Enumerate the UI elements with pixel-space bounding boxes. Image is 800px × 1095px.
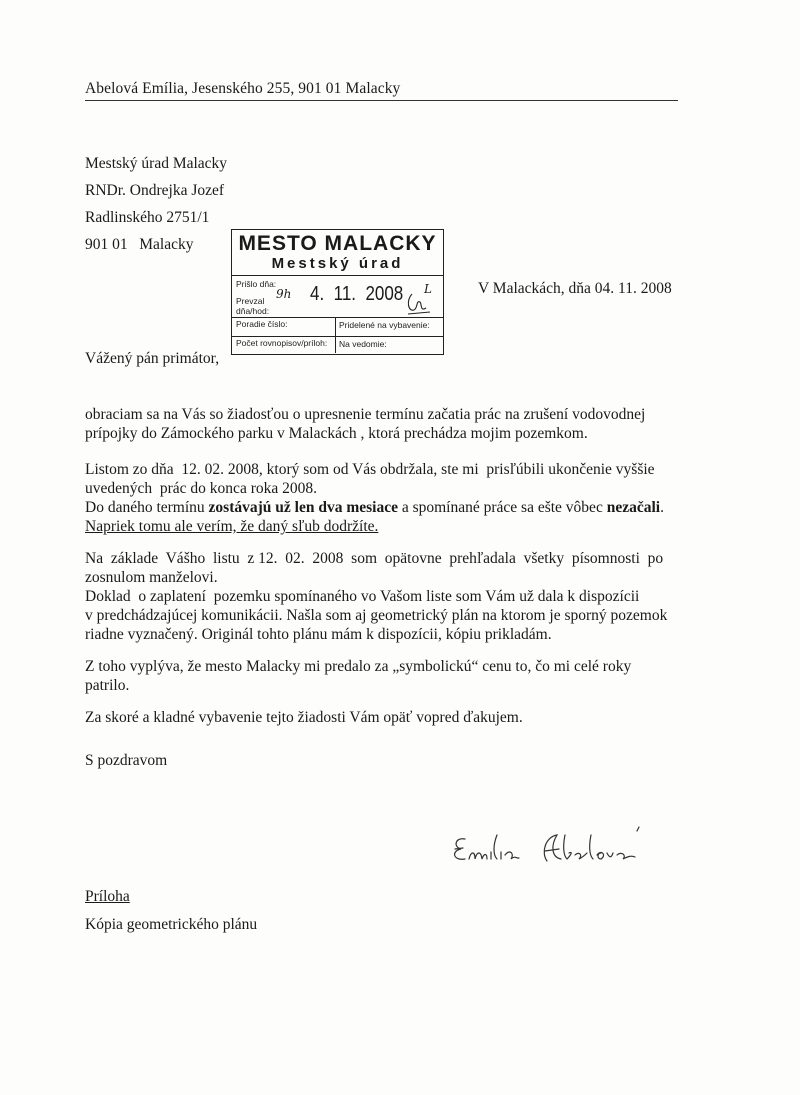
header-divider bbox=[85, 100, 678, 101]
recipient-name: RNDr. Ondrejka Jozef bbox=[85, 182, 225, 199]
paragraph-request bbox=[85, 405, 675, 443]
recipient-office: Mestský úrad Malacky bbox=[85, 155, 228, 172]
stamp-day-label: dňa/hod: bbox=[236, 306, 270, 316]
attachment-heading: Príloha bbox=[85, 888, 130, 905]
text-line bbox=[85, 498, 675, 517]
text-line: v predchádzajúcej komunikácii. Našla som aj geometrický plán na ktorom je sporný pozemok bbox=[85, 607, 668, 624]
stamp-title: MESTO MALACKY bbox=[238, 232, 437, 255]
registry-stamp bbox=[231, 229, 444, 355]
stamp-subtitle: Mestský úrad bbox=[271, 255, 404, 272]
paragraph-documents bbox=[85, 549, 675, 644]
text-fragment: . bbox=[660, 499, 664, 516]
stamp-cc-label: Na vedomie: bbox=[339, 339, 387, 349]
text-fragment: Do daného termínu bbox=[85, 499, 209, 516]
attachment-item: Kópia geometrického plánu bbox=[85, 916, 258, 933]
stamp-handwritten-time: 9h bbox=[276, 287, 292, 301]
text-line: Za skoré a kladné vybavenie tejto žiadosti Vám opäť vopred ďakujem. bbox=[85, 709, 523, 726]
paragraph-deadline bbox=[85, 460, 675, 536]
stamp-assigned-label: Pridelené na vybavenie: bbox=[339, 320, 430, 330]
text-line: riadne vyznačený. Originál tohto plánu mám k dispozícii, kópiu prikladám. bbox=[85, 626, 552, 643]
handwritten-signature bbox=[425, 825, 665, 875]
text-line: patrilo. bbox=[85, 677, 130, 694]
stamp-attachments-label: Počet rovnopisov/príloh: bbox=[236, 338, 328, 348]
stamp-received-date: 4. 11. 2008 bbox=[310, 283, 404, 305]
recipient-city: 901 01 Malacky bbox=[85, 236, 194, 253]
place-and-date: V Malackách, dňa 04. 11. 2008 bbox=[478, 280, 672, 297]
text-line: obraciam sa na Vás so žiadosťou o upresnenie termínu začatia prác na zrušení vodovodnej bbox=[85, 406, 646, 423]
paragraph-conclusion bbox=[85, 657, 675, 695]
underlined-promise: Napriek tomu ale verím, že daný sľub dodržíte. bbox=[85, 518, 379, 535]
emphasis-remaining-time: zostávajú už len dva mesiace bbox=[208, 499, 398, 516]
text-line: Doklad o zaplatení pozemku spomínaného vo Vašom liste som Vám už dala k dispozícii bbox=[85, 588, 640, 605]
sender-address: Abelová Emília, Jesenského 255, 901 01 Malacky bbox=[85, 80, 401, 97]
paragraph-thanks bbox=[85, 708, 675, 727]
recipient-street: Radlinského 2751/1 bbox=[85, 209, 210, 226]
stamp-taken-label: Prevzal bbox=[236, 296, 265, 306]
text-line: Listom zo dňa 12. 02. 2008, ktorý som od Vás obdržala, ste mi prisľúbili ukončenie vyššie bbox=[85, 461, 655, 478]
text-line: prípojky do Zámockého parku v Malackách , ktorá prechádza mojim pozemkom. bbox=[85, 425, 588, 442]
stamp-initials-scribble-icon bbox=[404, 290, 434, 318]
text-line: Z toho vyplýva, že mesto Malacky mi predalo za „symbolickú“ cenu to, čo mi celé roky bbox=[85, 658, 632, 675]
stamp-handwritten-initials: L bbox=[424, 282, 432, 296]
closing: S pozdravom bbox=[85, 752, 168, 769]
stamp-filing-label: Poradie číslo: bbox=[236, 319, 288, 329]
salutation: Vážený pán primátor, bbox=[85, 350, 220, 367]
text-line: uvedených prác do konca roka 2008. bbox=[85, 480, 317, 497]
text-fragment: a spomínané práce sa ešte vôbec bbox=[397, 499, 607, 516]
text-line: Na základe Vášho listu z 12. 02. 2008 som opätovne prehľadala všetky písomnosti po bbox=[85, 550, 664, 567]
stamp-received-label: Prišlo dňa: bbox=[236, 279, 277, 289]
emphasis-not-started: nezačali bbox=[606, 499, 661, 516]
text-line: zosnulom manželovi. bbox=[85, 569, 218, 586]
